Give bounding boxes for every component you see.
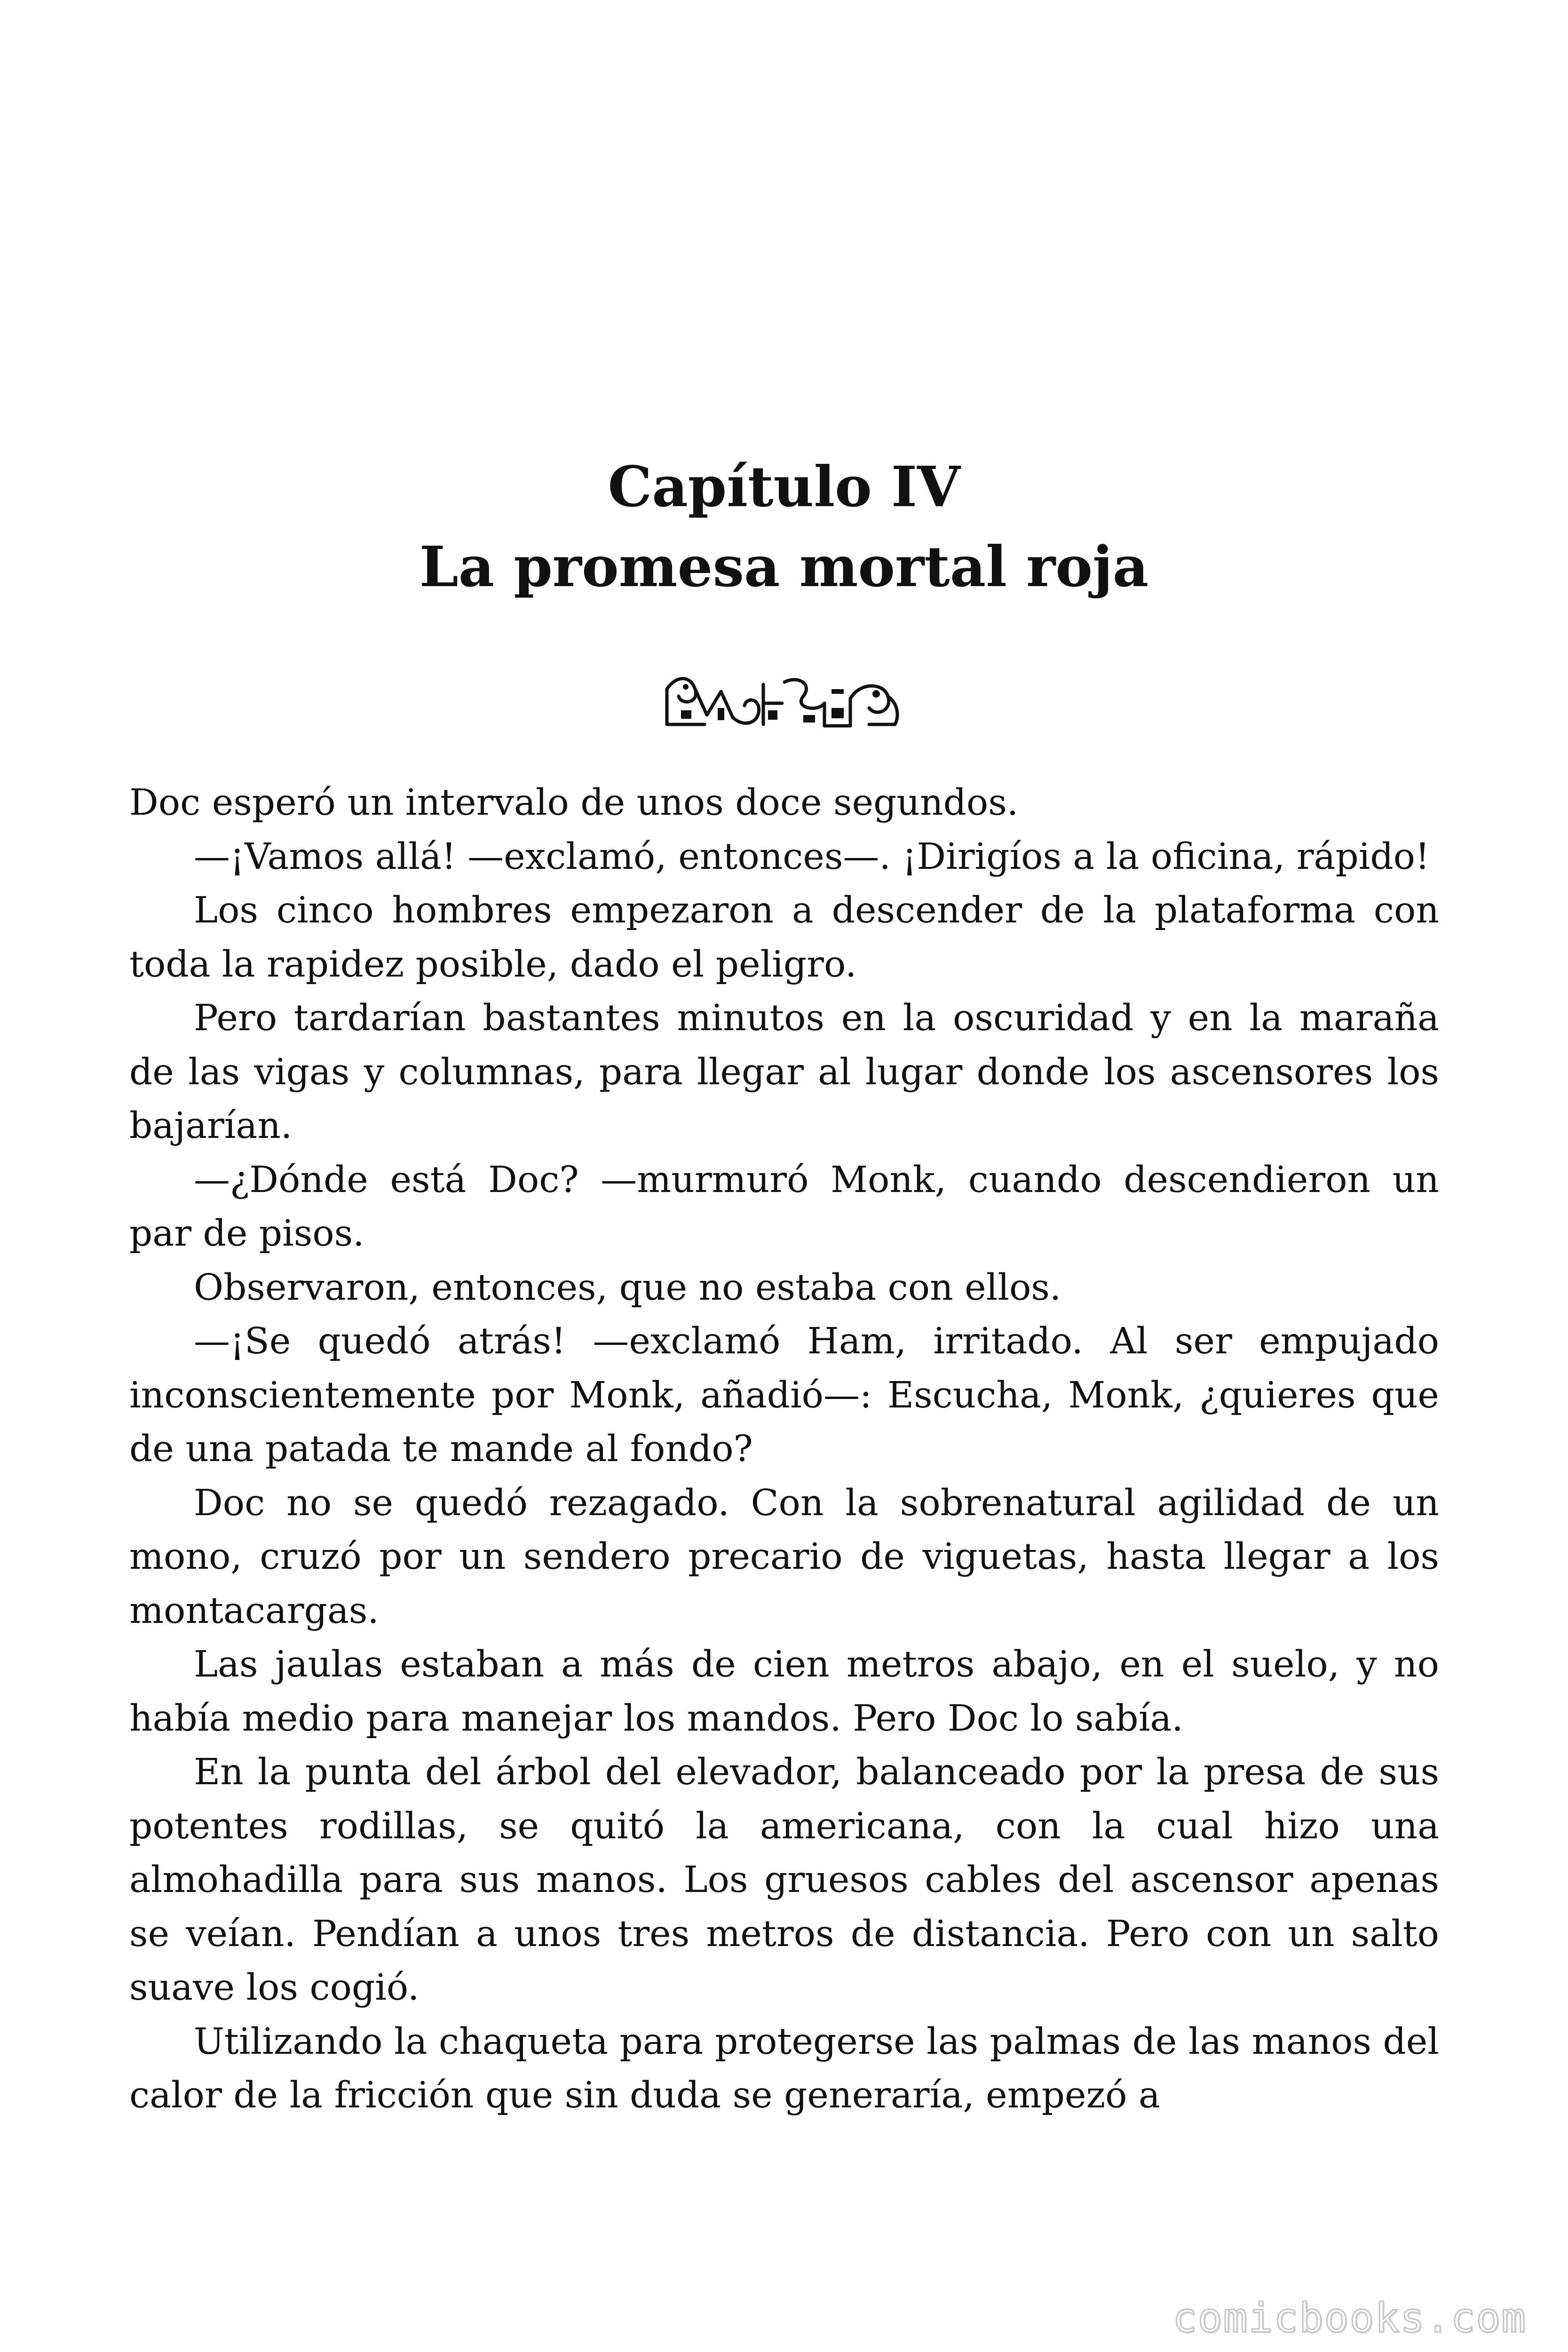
watermark: comicbooks.com [1172, 2295, 1527, 2342]
paragraph: —¿Dónde está Doc? —murmuró Monk, cuando descendieron un par de pisos. [129, 1159, 1439, 1255]
chapter-heading [0, 447, 1568, 607]
paragraph: Observaron, entonces, que no estaba con ellos. [194, 1266, 1061, 1309]
paragraph: En la punta del árbol del elevador, balanceado por la presa de sus potentes rodillas, se quitó la americana, con la cual hizo una almohadilla para sus manos. Los gruesos cables del ascensor apenas se veían. Pendían a unos tres metros de distancia. Pero con un salto suave los cogió. [129, 1751, 1439, 2009]
paragraph: Los cinco hombres empezaron a descender de la plataforma con toda la rapidez posible, dado el peligro. [129, 890, 1439, 985]
paragraph: Pero tardarían bastantes minutos en la oscuridad y en la maraña de las vigas y columnas, para llegar al lugar donde los ascensores los bajarían. [129, 997, 1439, 1147]
decorative-serpent-ornament-icon [662, 670, 907, 734]
paragraph: Doc no se quedó rezagado. Con la sobrenatural agilidad de un mono, cruzó por un sendero precario de viguetas, hasta llegar a los montacargas. [129, 1482, 1439, 1632]
paragraph: Utilizando la chaqueta para protegerse las palmas de las manos del calor de la fricción que sin duda se generaría, empezó a [129, 2020, 1439, 2116]
chapter-title: La promesa mortal roja [419, 534, 1149, 599]
chapter-number: Capítulo IV [608, 454, 960, 519]
paragraph: —¡Se quedó atrás! —exclamó Ham, irritado. Al ser empujado inconscientemente por Monk, añadió—: Escucha, Monk, ¿quieres que de una patada te mande al fondo? [129, 1320, 1439, 1470]
chapter-body-text [129, 776, 1439, 2123]
paragraph: —¡Vamos allá! —exclamó, entonces—. ¡Dirigíos a la oficina, rápido! [194, 835, 1430, 878]
paragraph: Doc esperó un intervalo de unos doce segundos. [129, 782, 1019, 824]
paragraph: Las jaulas estaban a más de cien metros abajo, en el suelo, y no había medio para manejar los mandos. Pero Doc lo sabía. [129, 1644, 1439, 1740]
